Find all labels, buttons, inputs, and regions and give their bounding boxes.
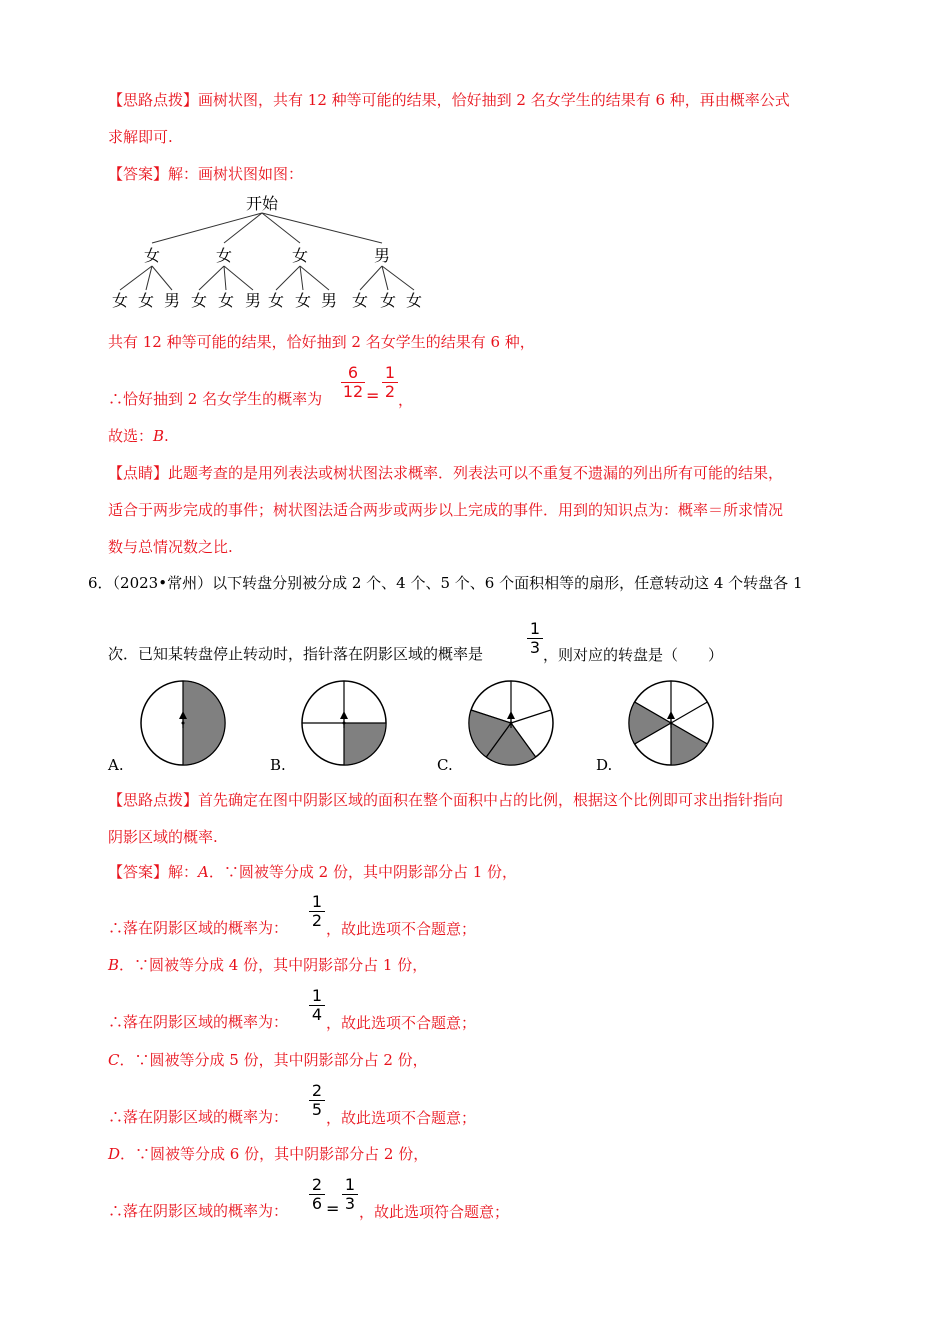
probability-prefix: ∴恰好抽到 2 名女学生的概率为 xyxy=(108,390,323,408)
answer-tag: 【答案】 xyxy=(108,165,169,183)
option-letter: D xyxy=(108,1145,121,1163)
answer-result-c xyxy=(108,1107,288,1127)
spinner-a xyxy=(141,681,225,765)
tree-node-l2: 女 xyxy=(267,291,285,310)
question-text-end: ，则对应的转盘是（ ） xyxy=(543,646,724,664)
comment-text: 适合于两步完成的事件；树状图法适合两步或两步以上完成的事件．用到的知识点为：概率＝所求情况 xyxy=(108,501,784,519)
hint-text-cont: 求解即可. xyxy=(108,128,173,146)
fraction-denominator: 3 xyxy=(344,1194,356,1213)
answer-result-b xyxy=(108,1012,288,1032)
answer-text: ．∵圆被等分成 2 份，其中阴影部分占 1 份， xyxy=(208,863,518,881)
answer-tag: 【答案】 xyxy=(108,863,169,881)
option-letter: B xyxy=(108,956,120,974)
answer-result-d xyxy=(108,1201,288,1221)
result-end: ，故此选项不合题意； xyxy=(326,920,477,938)
equals-sign: = xyxy=(366,386,380,405)
fraction-d-2 xyxy=(342,1176,358,1213)
result-end: ，故此选项不合题意； xyxy=(326,1014,477,1032)
result-prefix: ∴落在阴影区域的概率为： xyxy=(108,919,289,937)
tree-node-l2: 男 xyxy=(163,291,181,310)
hint-text: 首先确定在图中阴影区域的面积在整个面积中占的比例，根据这个比例即可求出指针指向 xyxy=(198,791,784,809)
fraction-1-3 xyxy=(527,620,543,657)
comment-text: 此题考查的是用列表法或树状图法求概率．列表法可以不重复不遗漏的列出所有可能的结果， xyxy=(168,464,784,482)
fraction-numerator: 1 xyxy=(311,892,323,911)
comment-text: 数与总情况数之比. xyxy=(108,538,233,556)
question-source: （2023•常州） xyxy=(112,574,213,592)
choice-letter: B xyxy=(153,427,165,445)
answer-text: ．∵圆被等分成 6 份，其中阴影部分占 2 份， xyxy=(120,1145,429,1163)
fraction-denominator: 6 xyxy=(311,1194,323,1213)
fraction-numerator: 1 xyxy=(384,363,396,382)
question-text: 次．已知某转盘停止转动时，指针落在阴影区域的概率是 xyxy=(108,645,484,663)
fraction-b xyxy=(309,987,325,1024)
tree-node-l2: 男 xyxy=(320,291,338,310)
result-end: ，故此选项不合题意； xyxy=(326,1109,477,1127)
answer-line-1 xyxy=(108,164,303,184)
tree-node-l2: 女 xyxy=(217,291,235,310)
hint-text: 阴影区域的概率. xyxy=(108,828,218,846)
tree-node-l2: 女 xyxy=(294,291,312,310)
answer-intro: 解： xyxy=(168,863,199,881)
fraction-c xyxy=(309,1082,325,1119)
fraction-numerator: 2 xyxy=(311,1081,323,1100)
question-6-line-1 xyxy=(88,573,803,593)
answer-text: 解：画树状图如图： xyxy=(168,165,304,183)
probability-line-1 xyxy=(108,389,322,409)
result-prefix: ∴落在阴影区域的概率为： xyxy=(108,1013,289,1031)
spinner-options xyxy=(100,678,740,778)
hint-tag: 【思路点拨】 xyxy=(108,91,199,109)
fraction-numerator: 2 xyxy=(311,1175,323,1194)
hint-paragraph-2 xyxy=(108,790,783,810)
option-letter: A xyxy=(198,863,209,881)
comment-paragraph-cont xyxy=(108,500,783,520)
equals-sign: = xyxy=(326,1199,340,1218)
answer-line-d xyxy=(108,1144,428,1164)
tree-node-l2: 女 xyxy=(351,291,369,310)
fraction-6-12 xyxy=(341,364,365,401)
choice-label: 故选： xyxy=(108,427,154,445)
result-line-1 xyxy=(108,332,535,352)
result-end: ，故此选项符合题意； xyxy=(359,1203,510,1221)
option-c-label: C. xyxy=(437,756,453,774)
tree-node-l2: 女 xyxy=(405,291,423,310)
tree-node-l1: 女 xyxy=(291,246,309,265)
answer-line-c xyxy=(108,1050,428,1070)
tree-node-l1: 男 xyxy=(373,246,391,265)
question-number: 6． xyxy=(88,574,113,592)
question-text: 以下转盘分别被分成 2 个、4 个、5 个、6 个面积相等的扇形，任意转动这 4 个转盘各 1 xyxy=(212,574,803,592)
hint-paragraph-1-cont xyxy=(108,127,173,147)
tree-node-l2: 男 xyxy=(244,291,262,310)
fraction-1-2 xyxy=(382,364,398,401)
tree-node-l1: 女 xyxy=(215,246,233,265)
answer-line-a xyxy=(108,862,517,882)
tree-node-l2: 女 xyxy=(111,291,129,310)
question-6-line-2 xyxy=(108,644,483,664)
answer-line-b xyxy=(108,955,427,975)
fraction-d-1 xyxy=(309,1176,325,1213)
tree-root: 开始 xyxy=(245,194,279,213)
choice-line xyxy=(108,426,169,446)
result-prefix: ∴落在阴影区域的概率为： xyxy=(108,1108,289,1126)
fraction-denominator: 12 xyxy=(342,382,364,401)
result-prefix: ∴落在阴影区域的概率为： xyxy=(108,1202,289,1220)
fraction-numerator: 6 xyxy=(347,363,359,382)
option-letter: C xyxy=(108,1051,120,1069)
tree-node-l1: 女 xyxy=(143,246,161,265)
fraction-denominator: 4 xyxy=(311,1005,323,1024)
option-d-label: D. xyxy=(596,756,613,774)
tree-node-l2: 女 xyxy=(190,291,208,310)
fraction-denominator: 2 xyxy=(384,382,396,401)
spinner-d xyxy=(629,681,713,765)
fraction-denominator: 5 xyxy=(311,1100,323,1119)
comment-paragraph-end xyxy=(108,537,233,557)
hint-tag: 【思路点拨】 xyxy=(108,791,199,809)
option-a-label: A. xyxy=(108,756,124,774)
probability-suffix: ， xyxy=(398,391,414,409)
answer-text: ．∵圆被等分成 4 份，其中阴影部分占 1 份， xyxy=(119,956,428,974)
fraction-numerator: 1 xyxy=(529,619,541,638)
fraction-numerator: 1 xyxy=(344,1175,356,1194)
answer-text: ．∵圆被等分成 5 份，其中阴影部分占 2 份， xyxy=(119,1051,428,1069)
fraction-denominator: 2 xyxy=(311,911,323,930)
choice-end: . xyxy=(164,427,169,445)
comment-tag: 【点睛】 xyxy=(108,464,169,482)
spinner-c xyxy=(469,681,553,765)
fraction-a xyxy=(309,893,325,930)
tree-diagram xyxy=(100,188,440,318)
hint-text: 画树状图，共有 12 种等可能的结果，恰好抽到 2 名女学生的结果有 6 种，再由概率公式 xyxy=(198,91,790,109)
result-text: 共有 12 种等可能的结果，恰好抽到 2 名女学生的结果有 6 种， xyxy=(108,333,535,351)
tree-node-l2: 女 xyxy=(379,291,397,310)
spinner-b xyxy=(302,681,386,765)
tree-node-l2: 女 xyxy=(137,291,155,310)
hint-paragraph-1 xyxy=(108,90,790,110)
answer-result-a xyxy=(108,918,288,938)
fraction-numerator: 1 xyxy=(311,986,323,1005)
option-b-label: B. xyxy=(270,756,286,774)
hint-paragraph-2-cont xyxy=(108,827,218,847)
fraction-denominator: 3 xyxy=(529,638,541,657)
comment-paragraph xyxy=(108,463,783,483)
